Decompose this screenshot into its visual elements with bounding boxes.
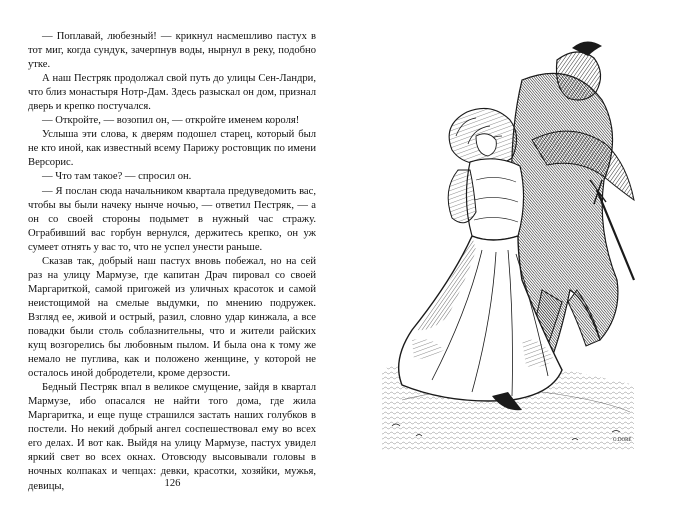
- paragraph-1: — Поплавай, любезный! — крикнул насмешливо пастух в тот миг, когда сундук, зачерпнув воды, нырнул в реку, подобно утке.: [28, 31, 316, 71]
- artist-signature: G.DORÉ: [613, 438, 632, 443]
- engraving-illustration: [372, 40, 642, 450]
- paragraph-3: — Откройте, — возопил он, — откройте именем короля!: [42, 115, 300, 127]
- page-number: 126: [164, 478, 181, 489]
- left-page-text: [28, 30, 316, 494]
- paragraph-6: — Я послан сюда начальником квартала предуведомить вас, чтобы вы были начеку нынче ночью, — ответил Пестряк, — а он со своей стороны подымет в нужный час стражу. Ограбивший вас горбун вернулся, держитесь крепко, он уж сумеет отнять у вас то, что не успел унести раньше.: [28, 185, 316, 253]
- paragraph-2: А наш Пестряк продолжал свой путь до улицы Сен-Ландри, что близ монастыря Нотр-Дам. Здесь разыскал он дом, признал дверь и крепко постучался.: [28, 73, 316, 113]
- engraving-drawing: [372, 40, 642, 450]
- paragraph-4: Услыша эти слова, к дверям подошел старец, который был не кто иной, как известный всему Парижу ростовщик по имени Версорис.: [28, 129, 316, 169]
- paragraph-8: Бедный Пестряк впал в великое смущение, зайдя в квартал Мармузе, ибо опасался не найти того дома, где жила Маргаритка, и еще пуще страшился застать наших голубков в постели. Но некий добрый ангел соспешествовал ему во всех его делах. И вот как. Выйдя на улицу Мармузе, пастух увидел яркий свет во всех окнах. Отовсюду высовывали головы в ночных колпаках и чепцах: девки, красотки, хозяйки, мужья, девицы,: [28, 382, 316, 492]
- paragraph-5: — Что там такое? — спросил он.: [42, 171, 192, 183]
- paragraph-7: Сказав так, добрый наш пастух вновь побежал, но на сей раз на улицу Мармузе, где капитан Драч пировал со своей Маргариткой, самой пригожей из уличных красоток и самой неистощимой на смелые выдумки, по мнению подружек. Взгляд ее, живой и острый, разил, словно удар кинжала, а все повадки были столь соблазнительны, что и жители райских кущ возгорелись бы любовным пылом. И была она к тому же немало не пуглива, как и положено женщине, у которой не осталось иной добродетели, кроме дерзости.: [28, 255, 316, 380]
